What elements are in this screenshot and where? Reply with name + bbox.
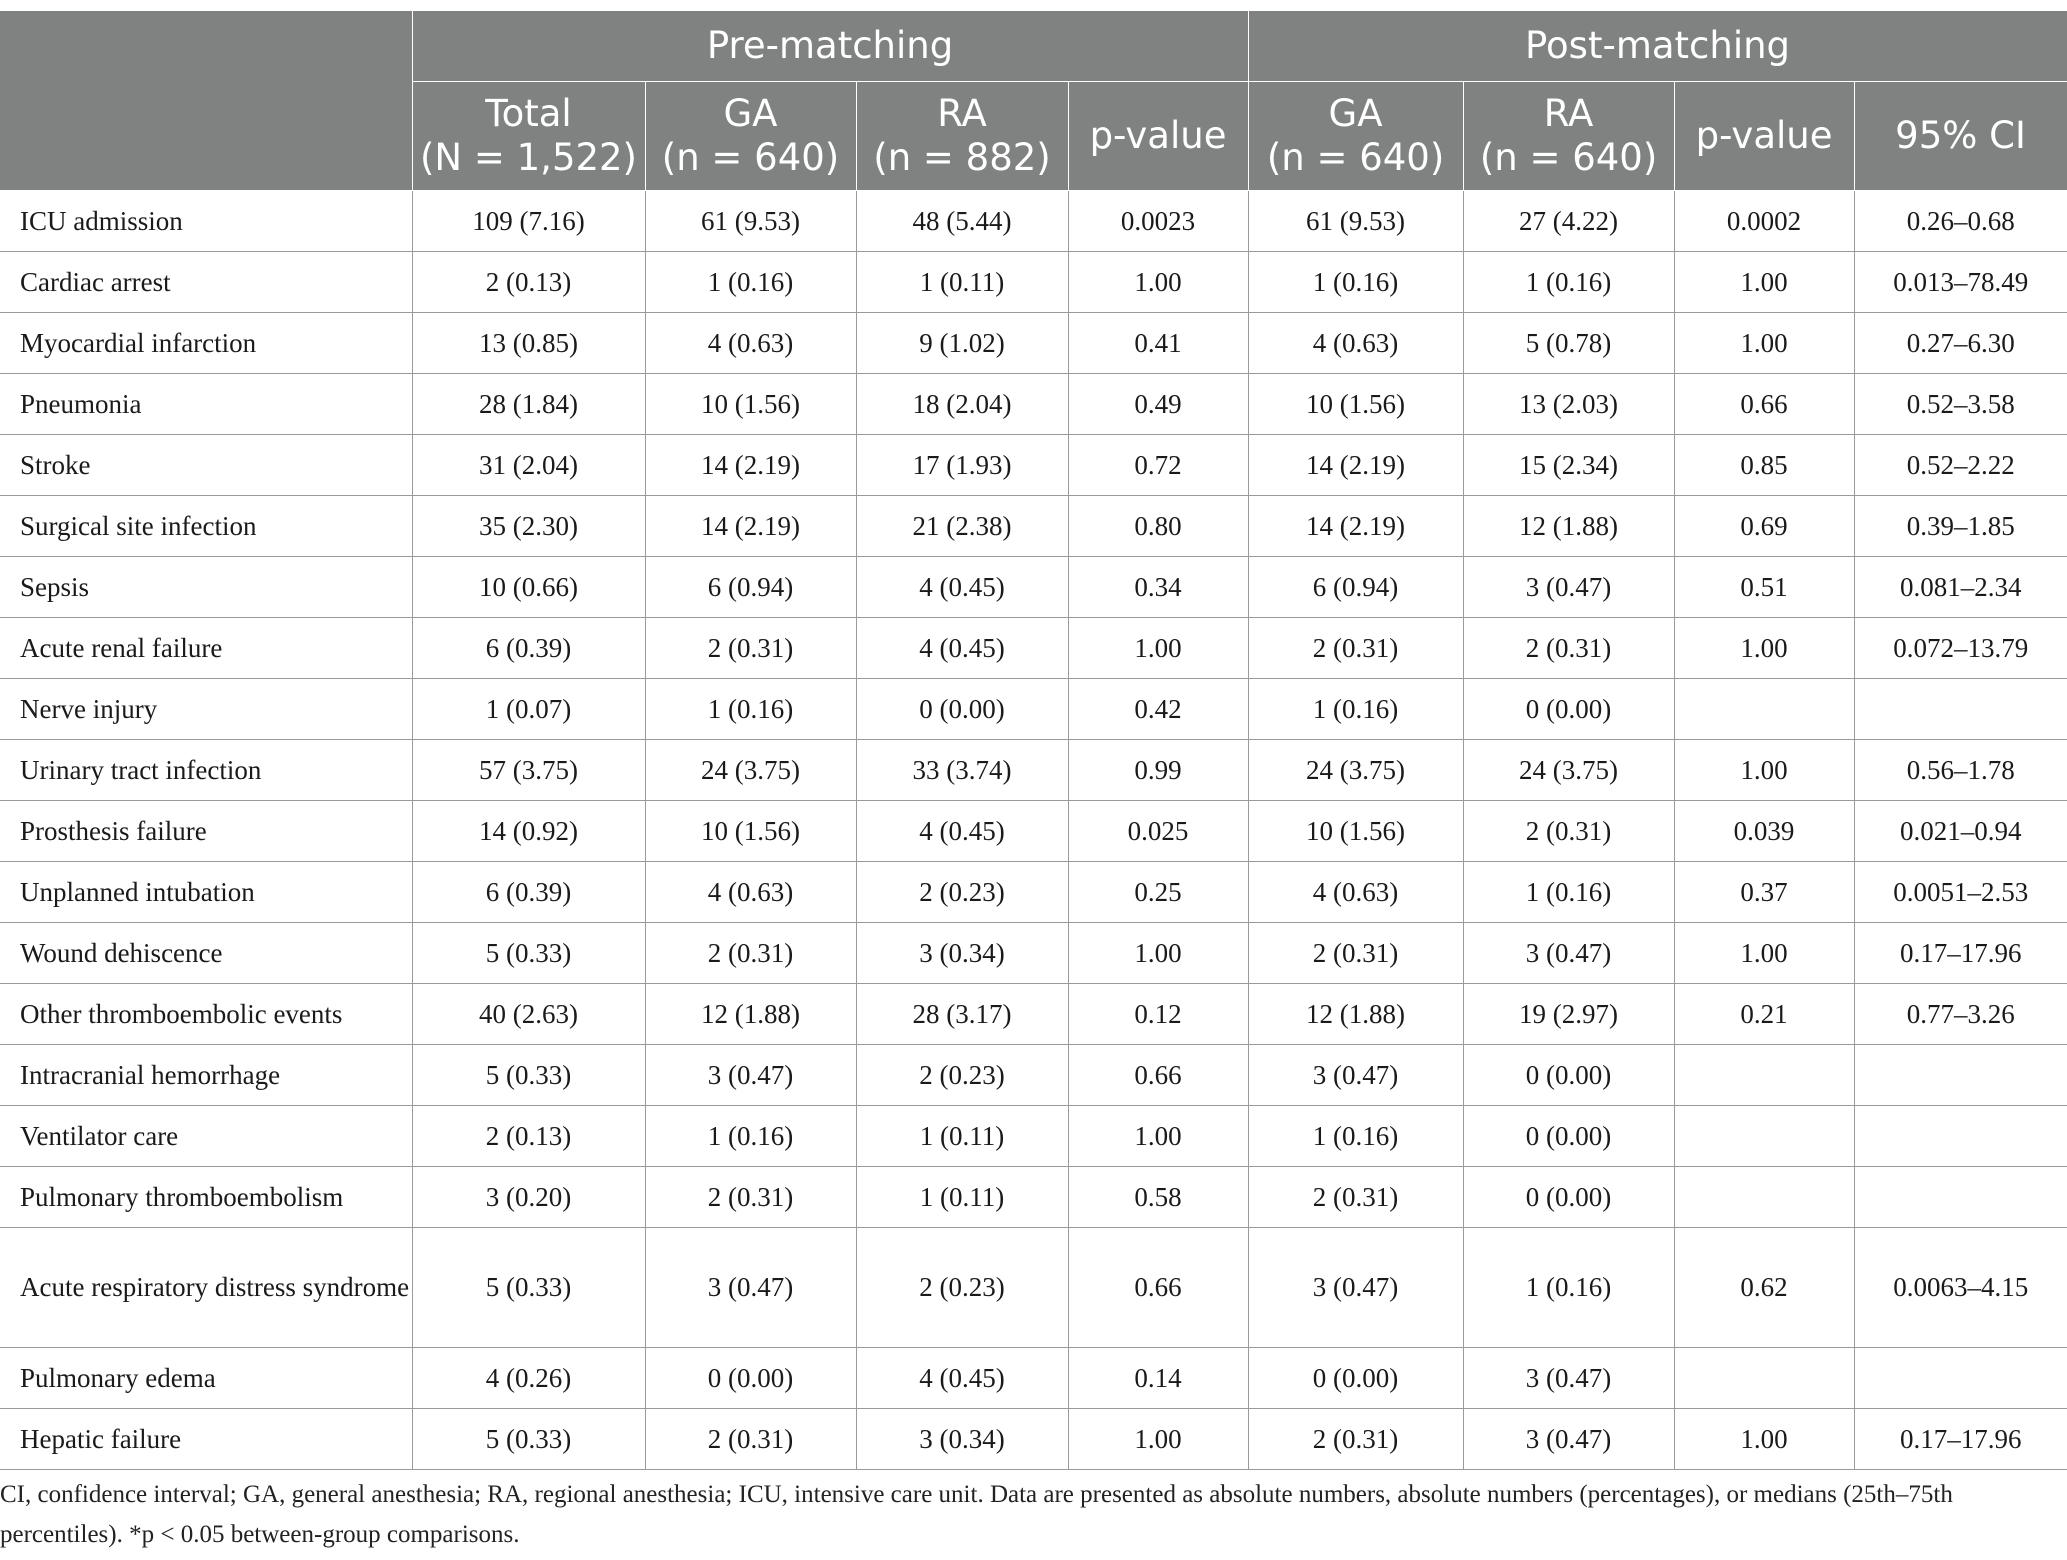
- table-cell: 1.00: [1674, 313, 1854, 374]
- complications-table: [0, 10, 2067, 1470]
- table-cell: 109 (7.16): [412, 191, 645, 252]
- table-row: [0, 1348, 2067, 1409]
- table-cell: 0.17–17.96: [1854, 1409, 2067, 1470]
- table-cell: 4 (0.45): [856, 1348, 1068, 1409]
- table-cell: 1.00: [1068, 252, 1248, 313]
- table-cell: 6 (0.39): [412, 862, 645, 923]
- table-cell: 0.081–2.34: [1854, 557, 2067, 618]
- row-label: Ventilator care: [0, 1106, 412, 1167]
- table-cell: 2 (0.13): [412, 1106, 645, 1167]
- table-cell: 0.0002: [1674, 191, 1854, 252]
- table-cell: 1 (0.11): [856, 1106, 1068, 1167]
- table-cell: [1674, 1045, 1854, 1106]
- table-cell: 2 (0.31): [1248, 923, 1463, 984]
- table-cell: 0.34: [1068, 557, 1248, 618]
- table-cell: 57 (3.75): [412, 740, 645, 801]
- table-cell: 12 (1.88): [1248, 984, 1463, 1045]
- table-cell: 3 (0.47): [1463, 1409, 1674, 1470]
- table-cell: 0 (0.00): [1463, 1045, 1674, 1106]
- row-label: Cardiac arrest: [0, 252, 412, 313]
- table-row: [0, 1045, 2067, 1106]
- table-cell: 0 (0.00): [645, 1348, 856, 1409]
- table-cell: 2 (0.31): [1463, 801, 1674, 862]
- table-cell: [1854, 1106, 2067, 1167]
- table-cell: 0.66: [1068, 1228, 1248, 1348]
- header-column: RA (n = 882): [856, 82, 1068, 191]
- row-label: Unplanned intubation: [0, 862, 412, 923]
- header-column: p-value: [1068, 82, 1248, 191]
- table-cell: 3 (0.47): [1463, 1348, 1674, 1409]
- table-row: [0, 1106, 2067, 1167]
- table-cell: [1854, 1167, 2067, 1228]
- table-cell: 0.021–0.94: [1854, 801, 2067, 862]
- table-row: [0, 1167, 2067, 1228]
- table-cell: 4 (0.63): [645, 862, 856, 923]
- table-cell: 3 (0.47): [645, 1228, 856, 1348]
- table-cell: 15 (2.34): [1463, 435, 1674, 496]
- table-cell: 28 (3.17): [856, 984, 1068, 1045]
- table-cell: 0.21: [1674, 984, 1854, 1045]
- table-cell: 33 (3.74): [856, 740, 1068, 801]
- table-cell: 1.00: [1068, 1409, 1248, 1470]
- table-cell: 1 (0.16): [1463, 862, 1674, 923]
- table-cell: 4 (0.63): [1248, 862, 1463, 923]
- table-cell: 10 (1.56): [645, 374, 856, 435]
- table-cell: 0.27–6.30: [1854, 313, 2067, 374]
- table-cell: 24 (3.75): [1463, 740, 1674, 801]
- table-cell: 1 (0.16): [1463, 1228, 1674, 1348]
- table-row: [0, 801, 2067, 862]
- table-row: [0, 313, 2067, 374]
- table-cell: 1.00: [1674, 740, 1854, 801]
- table-cell: 0.17–17.96: [1854, 923, 2067, 984]
- table-cell: 40 (2.63): [412, 984, 645, 1045]
- table-row: [0, 191, 2067, 252]
- table-cell: 27 (4.22): [1463, 191, 1674, 252]
- header-column: GA (n = 640): [645, 82, 856, 191]
- table-cell: 3 (0.47): [1248, 1228, 1463, 1348]
- table-cell: 0.26–0.68: [1854, 191, 2067, 252]
- table-cell: 2 (0.31): [645, 618, 856, 679]
- table-cell: 0.51: [1674, 557, 1854, 618]
- table-row: [0, 740, 2067, 801]
- table-cell: [1674, 1106, 1854, 1167]
- row-label: Pneumonia: [0, 374, 412, 435]
- table-cell: 3 (0.20): [412, 1167, 645, 1228]
- table-cell: 13 (2.03): [1463, 374, 1674, 435]
- table-cell: 3 (0.47): [1248, 1045, 1463, 1106]
- table-cell: 0.66: [1674, 374, 1854, 435]
- table-cell: 1 (0.16): [1248, 252, 1463, 313]
- table-cell: 0.0051–2.53: [1854, 862, 2067, 923]
- header-column: Total (N = 1,522): [412, 82, 645, 191]
- row-label: Other thromboembolic events: [0, 984, 412, 1045]
- table-cell: 2 (0.31): [1248, 618, 1463, 679]
- row-label: Myocardial infarction: [0, 313, 412, 374]
- table-cell: 1 (0.07): [412, 679, 645, 740]
- table-cell: 0.0063–4.15: [1854, 1228, 2067, 1348]
- table-cell: 0.62: [1674, 1228, 1854, 1348]
- table-cell: 4 (0.63): [645, 313, 856, 374]
- table-cell: 1.00: [1068, 1106, 1248, 1167]
- row-label: Sepsis: [0, 557, 412, 618]
- table-cell: 5 (0.33): [412, 1045, 645, 1106]
- table-cell: [1854, 1348, 2067, 1409]
- table-cell: 5 (0.33): [412, 1228, 645, 1348]
- header-column: GA (n = 640): [1248, 82, 1463, 191]
- table-cell: 2 (0.31): [645, 923, 856, 984]
- table-cell: 0 (0.00): [1463, 1106, 1674, 1167]
- table-cell: [1854, 679, 2067, 740]
- table-row: [0, 679, 2067, 740]
- row-label: Intracranial hemorrhage: [0, 1045, 412, 1106]
- table-cell: 4 (0.45): [856, 618, 1068, 679]
- table-cell: 6 (0.94): [1248, 557, 1463, 618]
- table-cell: 24 (3.75): [645, 740, 856, 801]
- table-cell: 0.39–1.85: [1854, 496, 2067, 557]
- header-post-matching: Post-matching: [1248, 11, 2067, 82]
- table-cell: 14 (2.19): [1248, 435, 1463, 496]
- header-column: 95% CI: [1854, 82, 2067, 191]
- table-cell: 0.69: [1674, 496, 1854, 557]
- table-cell: 1.00: [1674, 252, 1854, 313]
- table-cell: 21 (2.38): [856, 496, 1068, 557]
- table-cell: 17 (1.93): [856, 435, 1068, 496]
- header-blank-cell: [0, 11, 412, 191]
- table-cell: 2 (0.31): [1248, 1167, 1463, 1228]
- table-cell: 0.52–2.22: [1854, 435, 2067, 496]
- table-cell: 61 (9.53): [1248, 191, 1463, 252]
- table-cell: 13 (0.85): [412, 313, 645, 374]
- table-cell: 10 (1.56): [1248, 801, 1463, 862]
- row-label: Wound dehiscence: [0, 923, 412, 984]
- table-cell: 28 (1.84): [412, 374, 645, 435]
- table-cell: 0.25: [1068, 862, 1248, 923]
- table-row: [0, 557, 2067, 618]
- table-cell: 2 (0.31): [1463, 618, 1674, 679]
- table-cell: 10 (1.56): [1248, 374, 1463, 435]
- table-cell: 0.85: [1674, 435, 1854, 496]
- table-cell: 0.0023: [1068, 191, 1248, 252]
- table-cell: 2 (0.23): [856, 862, 1068, 923]
- row-label: Surgical site infection: [0, 496, 412, 557]
- table-cell: 0 (0.00): [856, 679, 1068, 740]
- table-row: [0, 984, 2067, 1045]
- table-cell: 0.52–3.58: [1854, 374, 2067, 435]
- table-cell: 14 (2.19): [645, 496, 856, 557]
- table-cell: [1854, 1045, 2067, 1106]
- table-cell: 14 (2.19): [645, 435, 856, 496]
- row-label: ICU admission: [0, 191, 412, 252]
- header-column: p-value: [1674, 82, 1854, 191]
- table-cell: 0.072–13.79: [1854, 618, 2067, 679]
- table-cell: 2 (0.31): [1248, 1409, 1463, 1470]
- table-cell: 19 (2.97): [1463, 984, 1674, 1045]
- table-cell: 0.41: [1068, 313, 1248, 374]
- table-cell: 3 (0.47): [645, 1045, 856, 1106]
- table-cell: [1674, 1348, 1854, 1409]
- table-cell: 3 (0.47): [1463, 557, 1674, 618]
- table-cell: 12 (1.88): [1463, 496, 1674, 557]
- table-cell: 5 (0.33): [412, 1409, 645, 1470]
- table-cell: 4 (0.26): [412, 1348, 645, 1409]
- table-cell: 0.77–3.26: [1854, 984, 2067, 1045]
- table-cell: 1.00: [1674, 923, 1854, 984]
- table-cell: 3 (0.34): [856, 923, 1068, 984]
- table-wrapper: [0, 10, 2067, 1470]
- table-cell: 1 (0.16): [645, 1106, 856, 1167]
- table-cell: 0.66: [1068, 1045, 1248, 1106]
- table-cell: 24 (3.75): [1248, 740, 1463, 801]
- table-cell: 12 (1.88): [645, 984, 856, 1045]
- row-label: Stroke: [0, 435, 412, 496]
- table-cell: [1674, 679, 1854, 740]
- table-cell: 0 (0.00): [1248, 1348, 1463, 1409]
- table-cell: 4 (0.63): [1248, 313, 1463, 374]
- table-row: [0, 252, 2067, 313]
- row-label: Acute respiratory distress syndrome: [0, 1228, 412, 1348]
- table-cell: 0.42: [1068, 679, 1248, 740]
- table-row: [0, 496, 2067, 557]
- row-label: Prosthesis failure: [0, 801, 412, 862]
- table-cell: 61 (9.53): [645, 191, 856, 252]
- table-cell: 1 (0.16): [1248, 679, 1463, 740]
- table-cell: 1 (0.16): [645, 679, 856, 740]
- table-cell: 1.00: [1068, 618, 1248, 679]
- table-body: [0, 191, 2067, 1470]
- table-cell: 1.00: [1068, 923, 1248, 984]
- table-cell: 0.025: [1068, 801, 1248, 862]
- table-cell: 0 (0.00): [1463, 679, 1674, 740]
- row-label: Pulmonary thromboembolism: [0, 1167, 412, 1228]
- table-cell: 1 (0.16): [645, 252, 856, 313]
- table-cell: 18 (2.04): [856, 374, 1068, 435]
- table-cell: 3 (0.47): [1463, 923, 1674, 984]
- table-cell: 2 (0.31): [645, 1409, 856, 1470]
- table-cell: 0.12: [1068, 984, 1248, 1045]
- table-cell: 2 (0.13): [412, 252, 645, 313]
- table-cell: [1674, 1167, 1854, 1228]
- header-column: RA (n = 640): [1463, 82, 1674, 191]
- table-cell: 6 (0.39): [412, 618, 645, 679]
- table-cell: 31 (2.04): [412, 435, 645, 496]
- table-cell: 0.99: [1068, 740, 1248, 801]
- table-cell: 35 (2.30): [412, 496, 645, 557]
- table-cell: 4 (0.45): [856, 801, 1068, 862]
- table-cell: 0.039: [1674, 801, 1854, 862]
- table-cell: 1.00: [1674, 1409, 1854, 1470]
- table-row: [0, 862, 2067, 923]
- table-cell: 2 (0.31): [645, 1167, 856, 1228]
- table-cell: 14 (0.92): [412, 801, 645, 862]
- table-cell: 3 (0.34): [856, 1409, 1068, 1470]
- table-cell: 10 (0.66): [412, 557, 645, 618]
- table-cell: 6 (0.94): [645, 557, 856, 618]
- table-cell: 0.56–1.78: [1854, 740, 2067, 801]
- row-label: Nerve injury: [0, 679, 412, 740]
- table-cell: 0.013–78.49: [1854, 252, 2067, 313]
- table-cell: 0.58: [1068, 1167, 1248, 1228]
- table-cell: 1 (0.11): [856, 252, 1068, 313]
- table-cell: 5 (0.78): [1463, 313, 1674, 374]
- table-cell: 4 (0.45): [856, 557, 1068, 618]
- table-cell: 0.80: [1068, 496, 1248, 557]
- row-label: Pulmonary edema: [0, 1348, 412, 1409]
- table-cell: 1.00: [1674, 618, 1854, 679]
- header-pre-matching: Pre-matching: [412, 11, 1248, 82]
- table-cell: 48 (5.44): [856, 191, 1068, 252]
- row-label: Acute renal failure: [0, 618, 412, 679]
- table-cell: 0.14: [1068, 1348, 1248, 1409]
- table-row: [0, 435, 2067, 496]
- table-cell: 10 (1.56): [645, 801, 856, 862]
- table-cell: 1 (0.16): [1463, 252, 1674, 313]
- table-row: [0, 1409, 2067, 1470]
- table-cell: 2 (0.23): [856, 1045, 1068, 1106]
- table-cell: 0 (0.00): [1463, 1167, 1674, 1228]
- table-cell: 1 (0.16): [1248, 1106, 1463, 1167]
- row-label: Hepatic failure: [0, 1409, 412, 1470]
- table-footnote: CI, confidence interval; GA, general anesthesia; RA, regional anesthesia; ICU, intensive care unit. Data are presented as absolute numbers, absolute numbers (percentages), or medians (25th–75th percentiles). *p < 0.05 between-group comparisons.: [0, 1481, 1953, 1548]
- table-cell: 1 (0.11): [856, 1167, 1068, 1228]
- table-cell: 0.49: [1068, 374, 1248, 435]
- table-cell: 0.72: [1068, 435, 1248, 496]
- table-row: [0, 923, 2067, 984]
- table-cell: 0.37: [1674, 862, 1854, 923]
- table-row: [0, 374, 2067, 435]
- row-label: Urinary tract infection: [0, 740, 412, 801]
- table-cell: 9 (1.02): [856, 313, 1068, 374]
- table-row: [0, 1228, 2067, 1348]
- table-row: [0, 618, 2067, 679]
- header-group-row: [0, 11, 2067, 82]
- table-cell: 2 (0.23): [856, 1228, 1068, 1348]
- table-cell: 5 (0.33): [412, 923, 645, 984]
- table-cell: 14 (2.19): [1248, 496, 1463, 557]
